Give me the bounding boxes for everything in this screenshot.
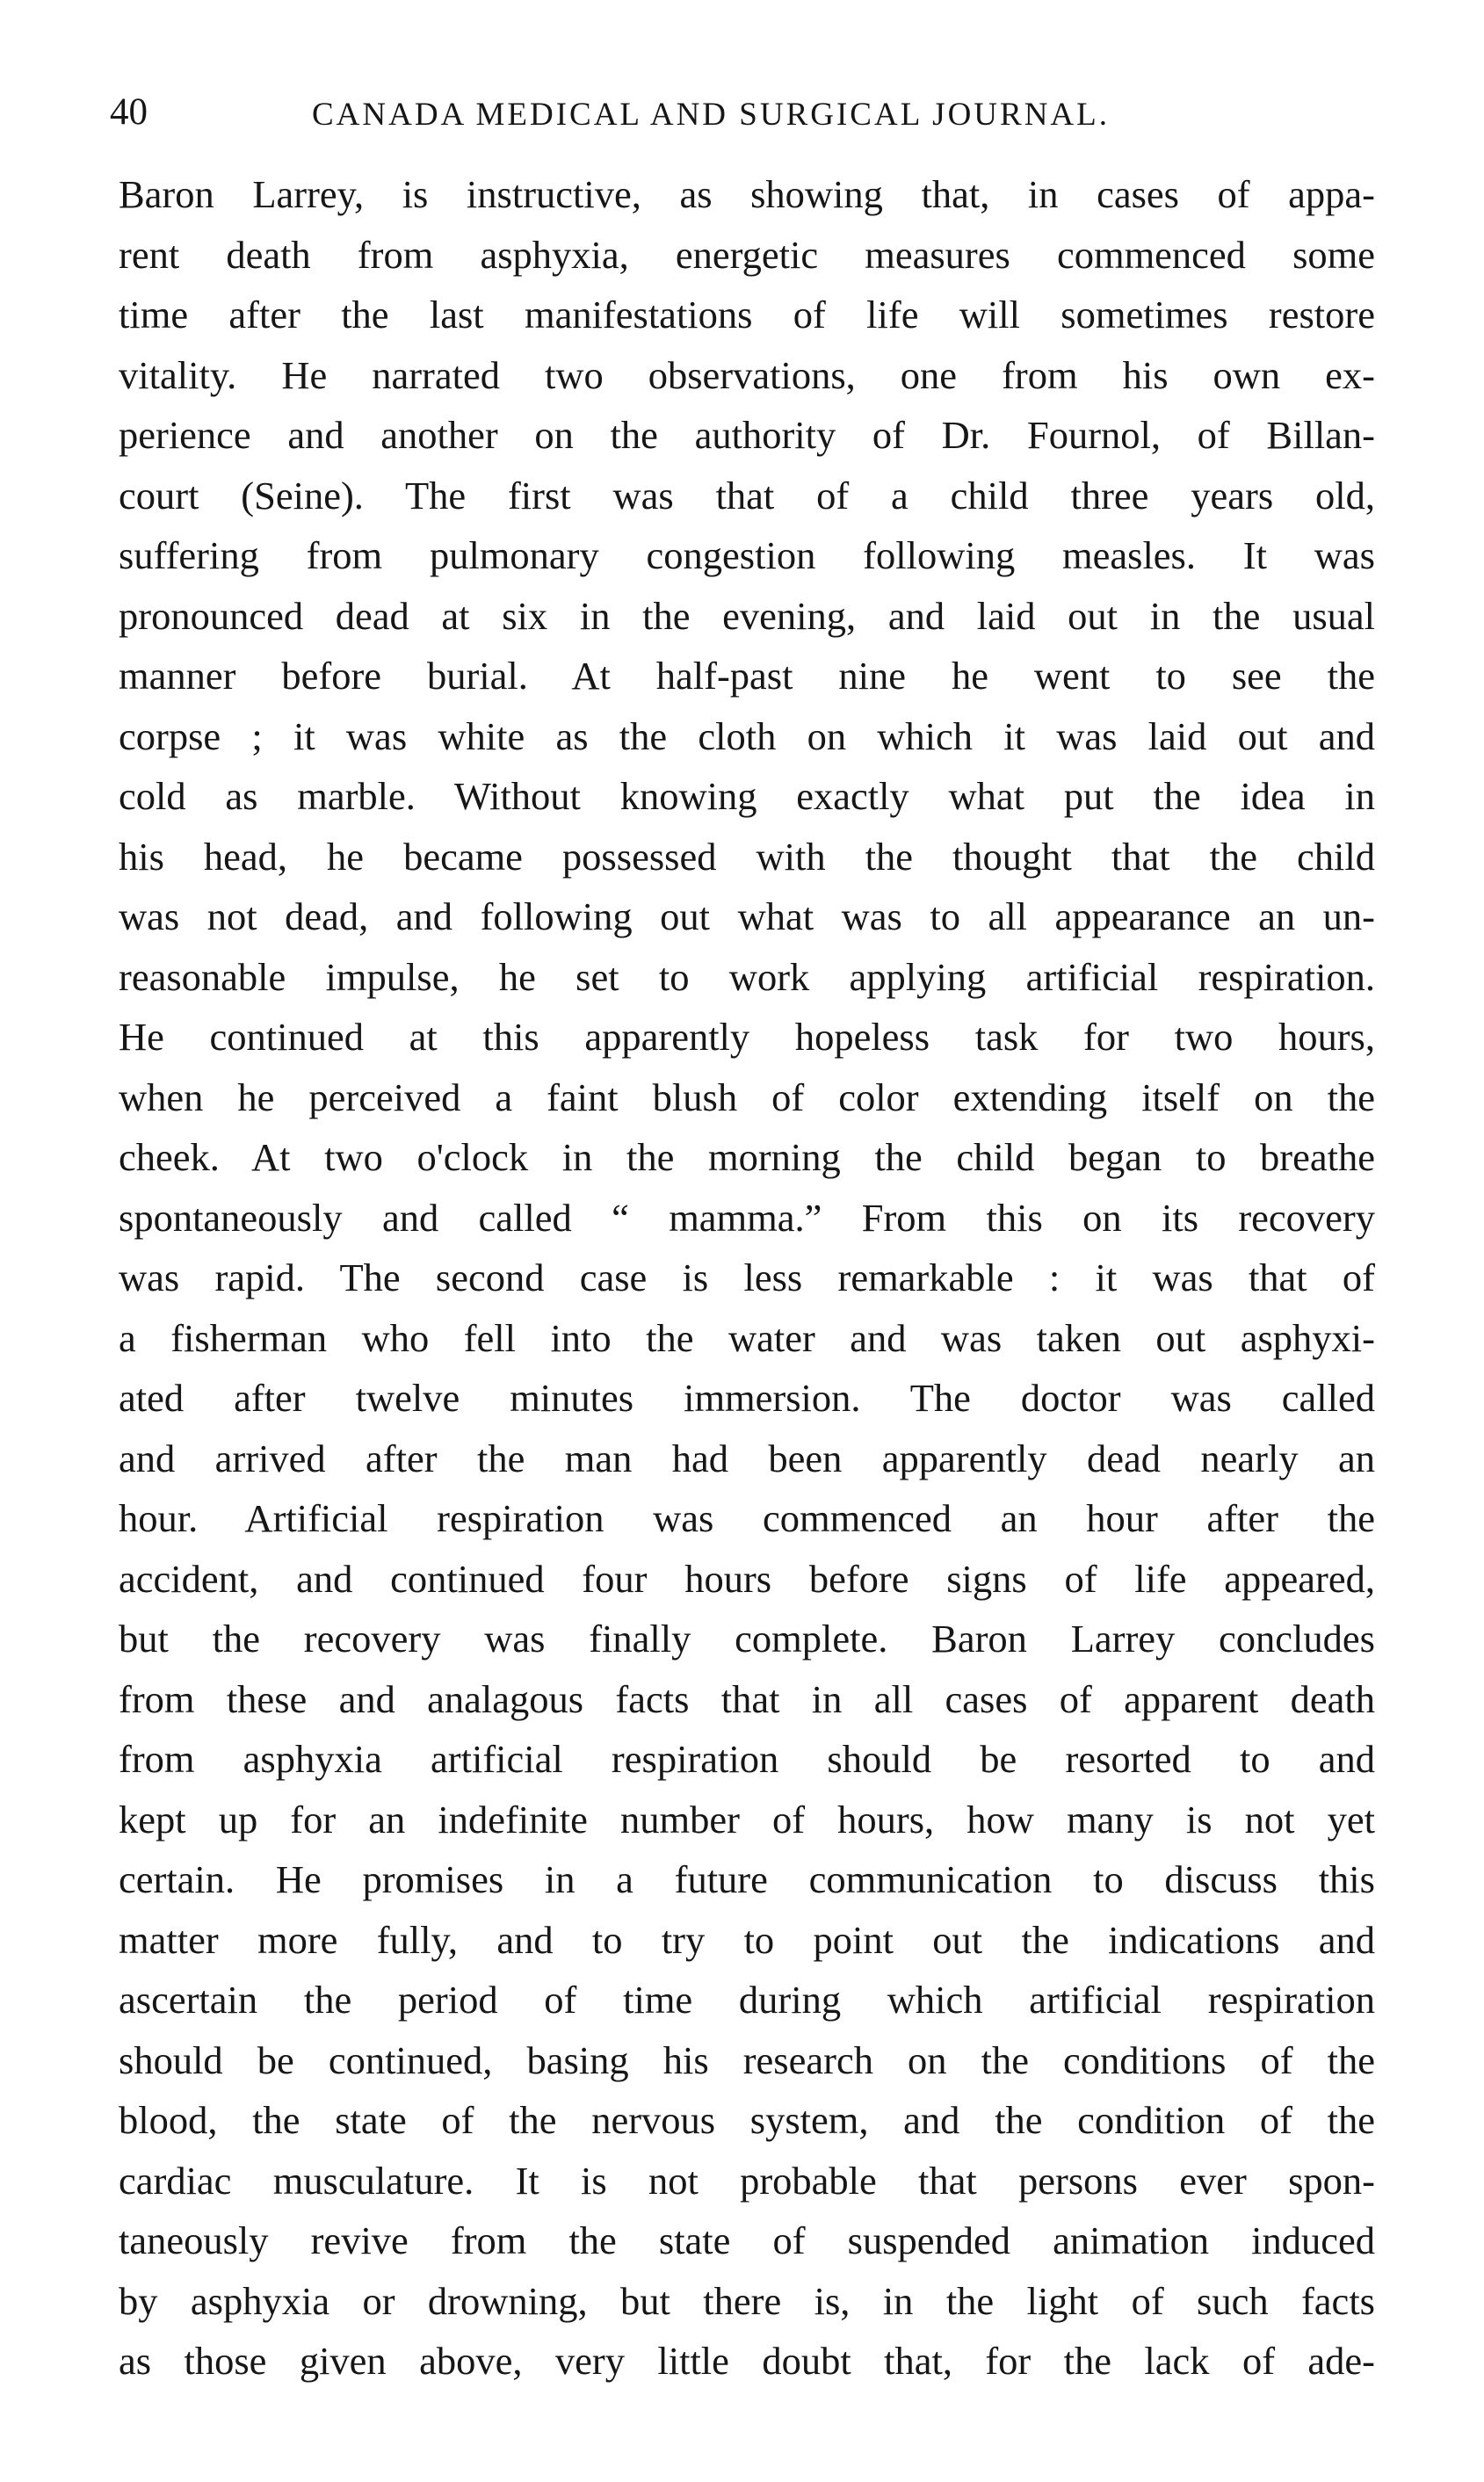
text-line: rent death from asphyxia, energetic measures commenced some (119, 232, 1375, 277)
text-line: and arrived after the man had been apparently dead nearly an (119, 1436, 1375, 1480)
text-line: Baron Larrey, is instructive, as showing that, in cases of appa- (119, 172, 1375, 216)
text-line: vitality. He narrated two observations, one from his own ex- (119, 352, 1375, 397)
text-line: ated after twelve minutes immersion. The doctor was called (119, 1376, 1375, 1420)
text-line: should be continued, basing his research on the conditions of the (119, 2037, 1375, 2082)
text-line: court (Seine). The first was that of a child three years old, (119, 473, 1375, 517)
running-head (110, 86, 1393, 139)
text-line: was not dead, and following out what was to all appearance an un- (119, 894, 1375, 938)
text-line: matter more fully, and to try to point out the indications and (119, 1917, 1375, 1962)
text-line: corpse ; it was white as the cloth on which it was laid out and (119, 713, 1375, 758)
text-line: from asphyxia artificial respiration should be resorted to and (119, 1737, 1375, 1781)
body-text (119, 164, 1375, 2392)
page-number: 40 (110, 91, 148, 133)
text-line: as those given above, very little doubt that, for the lack of ade- (119, 2339, 1375, 2383)
text-line: suffering from pulmonary congestion following measles. It was (119, 533, 1375, 577)
text-line: reasonable impulse, he set to work applying artificial respiration. (119, 954, 1375, 999)
text-line: blood, the state of the nervous system, and the condition of the (119, 2098, 1375, 2142)
text-line: perience and another on the authority of Dr. Fournol, of Billan- (119, 413, 1375, 457)
text-line: spontaneously and called “ mamma.” From this on its recovery (119, 1195, 1375, 1240)
text-line: his head, he became possessed with the thought that the child (119, 834, 1375, 879)
text-line: time after the last manifestations of life will sometimes restore (119, 293, 1375, 336)
text-line: cold as marble. Without knowing exactly what put the idea in (119, 774, 1375, 818)
text-line: was rapid. The second case is less remarkable : it was that of (119, 1255, 1375, 1299)
text-line: cardiac musculature. It is not probable that persons ever spon- (119, 2158, 1375, 2203)
text-line: manner before burial. At half-past nine he went to see the (119, 654, 1375, 698)
text-line: He continued at this apparently hopeless task for two hours, (119, 1015, 1375, 1059)
text-line: taneously revive from the state of suspended animation induced (119, 2218, 1375, 2262)
text-line: certain. He promises in a future communication to discuss this (119, 1857, 1375, 1901)
text-line: ascertain the period of time during which artificial respiration (119, 1978, 1375, 2022)
text-line: accident, and continued four hours before signs of life appeared, (119, 1556, 1375, 1601)
text-line: when he perceived a faint blush of color extending itself on the (119, 1075, 1375, 1119)
text-line: pronounced dead at six in the evening, and laid out in the usual (119, 593, 1375, 638)
text-line: but the recovery was finally complete. Baron Larrey concludes (119, 1617, 1375, 1661)
text-line: cheek. At two o'clock in the morning the child began to breathe (119, 1135, 1375, 1179)
text-line: hour. Artificial respiration was commenced an hour after the (119, 1496, 1375, 1540)
text-line: from these and analagous facts that in all cases of apparent death (119, 1676, 1375, 1721)
text-line: a fisherman who fell into the water and was taken out asphyxi- (119, 1315, 1375, 1360)
text-line: by asphyxia or drowning, but there is, in the light of such facts (119, 2278, 1375, 2323)
text-line: kept up for an indefinite number of hours, how many is not yet (119, 1797, 1375, 1842)
journal-title: CANADA MEDICAL AND SURGICAL JOURNAL. (312, 97, 1110, 133)
